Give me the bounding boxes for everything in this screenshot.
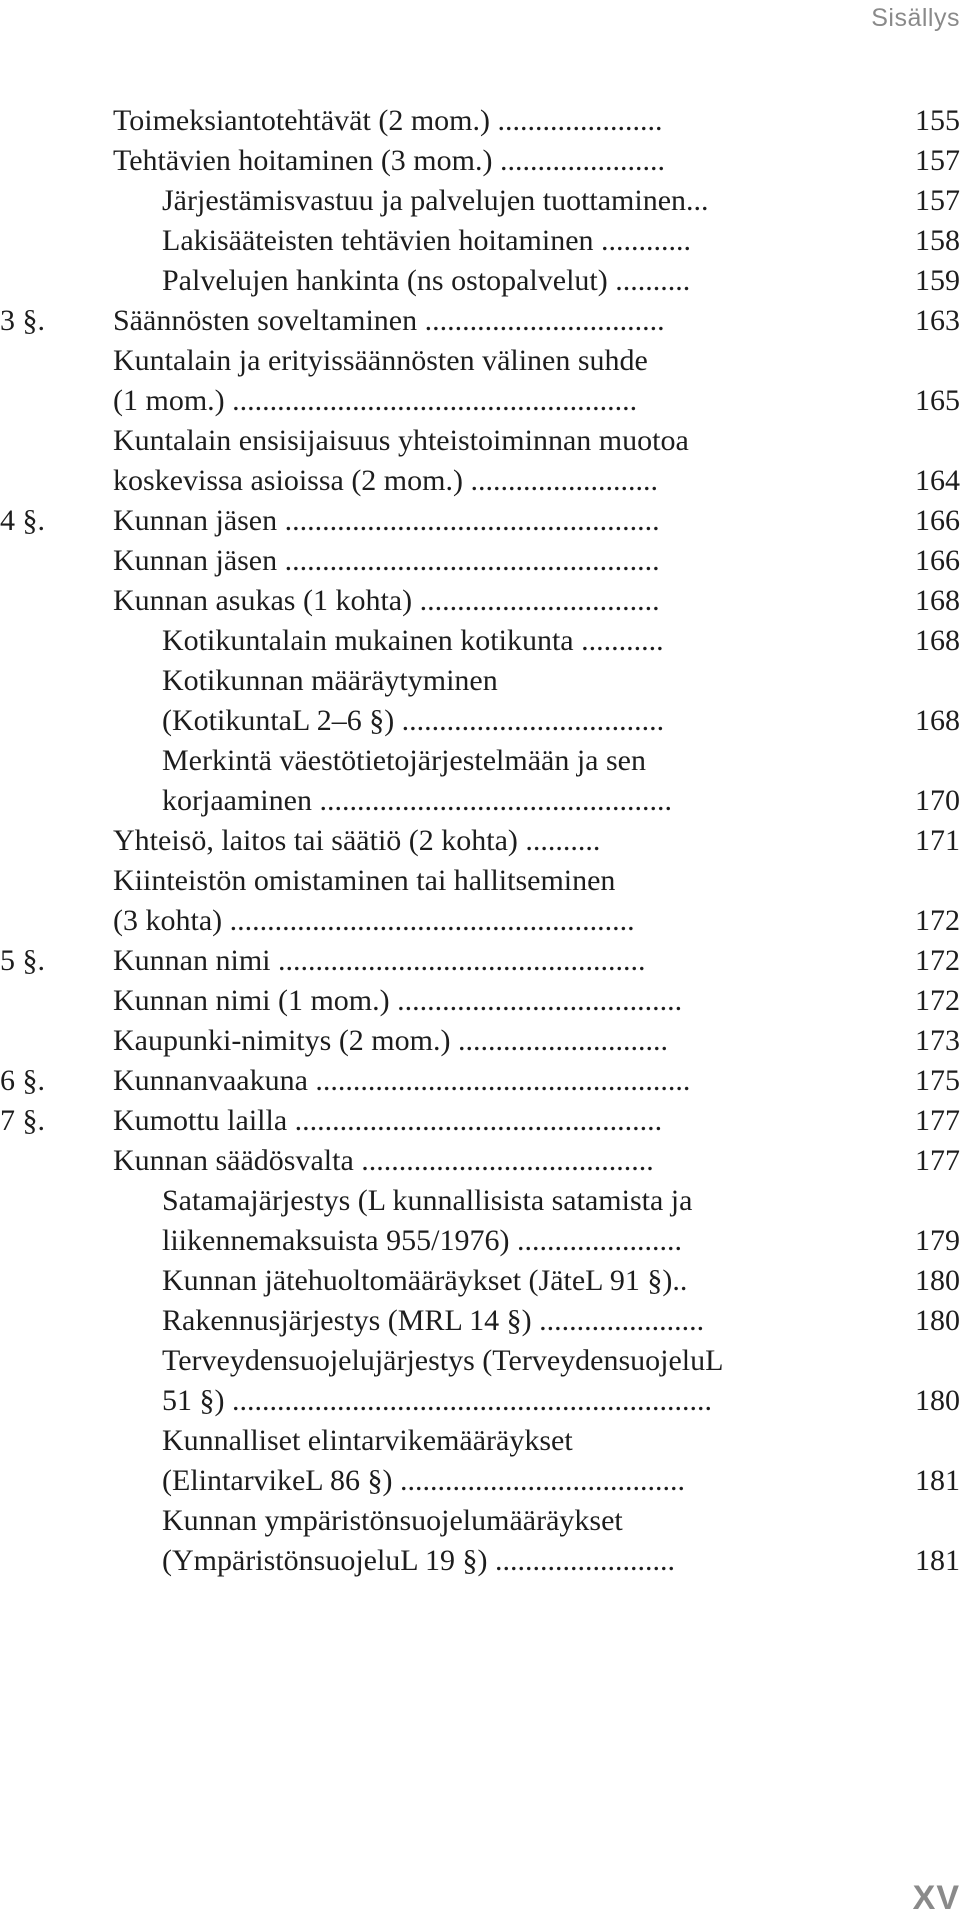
page-number: XV (912, 1879, 960, 1917)
toc-entry-title: Järjestämisvastuu ja palvelujen tuottaminen... (162, 184, 709, 217)
toc-page-number: 157 (915, 184, 960, 217)
toc-page-number: 157 (915, 144, 960, 177)
toc-entry-title: Kunnan asukas (1 kohta) ................................ (113, 584, 660, 617)
toc-entry-title: korjaaminen ............................................... (162, 784, 672, 817)
toc-line (0, 461, 960, 501)
toc-entry-title: Säännösten soveltaminen ................................ (113, 304, 665, 337)
toc-line (0, 381, 960, 421)
toc-entry-title: (YmpäristönsuojeluL 19 §) ........................ (162, 1544, 676, 1577)
toc-line (0, 1021, 960, 1061)
toc-page-number: 172 (915, 944, 960, 977)
toc-entry-title: Kunnan jäsen .................................................. (113, 504, 660, 537)
toc-page-number: 168 (915, 624, 960, 657)
toc-line (0, 421, 960, 461)
toc-line (0, 301, 960, 341)
toc-entry-title: Kunnan jäsen .................................................. (113, 544, 660, 577)
toc-entry-title: Rakennusjärjestys (MRL 14 §) ...................... (162, 1304, 705, 1337)
toc-entry-title: Kunnan nimi ................................................. (113, 944, 646, 977)
toc-page-number: 165 (915, 384, 960, 417)
toc-section-number: 7 §. (0, 1104, 45, 1137)
toc-section-number: 3 §. (0, 304, 45, 337)
toc-line (0, 501, 960, 541)
toc-line (0, 141, 960, 181)
toc-entry-title: Toimeksiantotehtävät (2 mom.) ...................... (113, 104, 663, 137)
toc-page-number: 181 (915, 1464, 960, 1497)
toc-line (0, 1381, 960, 1421)
toc-entry-title: Terveydensuojelujärjestys (TerveydensuojeluL (162, 1344, 724, 1377)
toc-line (0, 941, 960, 981)
toc-entry-title: Kotikunnan määräytyminen (162, 664, 498, 697)
toc-entry-title: Kuntalain ja erityissäännösten välinen suhde (113, 344, 648, 377)
toc-line (0, 341, 960, 381)
toc-page-number: 172 (915, 904, 960, 937)
toc-entry-title: Tehtävien hoitaminen (3 mom.) ...................... (113, 144, 665, 177)
toc-page-number: 164 (915, 464, 960, 497)
toc-line (0, 1301, 960, 1341)
toc-entry-title: Kunnanvaakuna .................................................. (113, 1064, 691, 1097)
toc-entry-title: Yhteisö, laitos tai säätiö (2 kohta) .......... (113, 824, 601, 857)
toc-entry-title: Kunnan nimi (1 mom.) ...................................... (113, 984, 683, 1017)
toc-line (0, 1221, 960, 1261)
toc-line (0, 1341, 960, 1381)
running-header: Sisällys (871, 4, 960, 32)
toc-line (0, 741, 960, 781)
toc-entry-title: koskevissa asioissa (2 mom.) ......................... (113, 464, 658, 497)
toc-line (0, 1261, 960, 1301)
toc-page-number: 180 (915, 1304, 960, 1337)
toc-line (0, 821, 960, 861)
toc-line (0, 1541, 960, 1581)
toc-line (0, 1101, 960, 1141)
toc-entry-title: (ElintarvikeL 86 §) ...................................... (162, 1464, 685, 1497)
toc-entry-title: Kaupunki-nimitys (2 mom.) ............................ (113, 1024, 668, 1057)
toc-entry-title: 51 §) ................................................................ (162, 1384, 712, 1417)
toc-line (0, 221, 960, 261)
toc-line (0, 901, 960, 941)
toc-page-number: 166 (915, 544, 960, 577)
toc-entry-title: Kunnan ympäristönsuojelumääräykset (162, 1504, 623, 1537)
toc-page-number: 155 (915, 104, 960, 137)
toc-line (0, 621, 960, 661)
toc-line (0, 781, 960, 821)
toc-line (0, 1061, 960, 1101)
toc-page-number: 168 (915, 704, 960, 737)
toc-line (0, 981, 960, 1021)
toc-entry-title: (3 kohta) ...................................................... (113, 904, 635, 937)
toc-entry-title: Kunnan säädösvalta ....................................... (113, 1144, 654, 1177)
toc-line (0, 1461, 960, 1501)
toc-entry-title: Kunnalliset elintarvikemääräykset (162, 1424, 573, 1457)
toc-page-number: 180 (915, 1264, 960, 1297)
toc-entry-title: Kumottu lailla ................................................. (113, 1104, 663, 1137)
toc-page-number: 175 (915, 1064, 960, 1097)
toc-line (0, 181, 960, 221)
toc-page-number: 173 (915, 1024, 960, 1057)
toc-entry-title: (1 mom.) ...................................................... (113, 384, 638, 417)
toc-page-number: 179 (915, 1224, 960, 1257)
toc-page-number: 166 (915, 504, 960, 537)
toc-page-number: 158 (915, 224, 960, 257)
toc-line (0, 1501, 960, 1541)
toc-section-number: 4 §. (0, 504, 45, 537)
toc-entry-title: Satamajärjestys (L kunnallisista satamista ja (162, 1184, 693, 1217)
toc-entry-title: (KotikuntaL 2–6 §) ................................... (162, 704, 665, 737)
toc-entry-title: Merkintä väestötietojärjestelmään ja sen (162, 744, 646, 777)
toc-page-number: 168 (915, 584, 960, 617)
toc-page-number: 171 (915, 824, 960, 857)
toc-line (0, 261, 960, 301)
toc-line (0, 1141, 960, 1181)
toc-page-number: 180 (915, 1384, 960, 1417)
toc-page-number: 163 (915, 304, 960, 337)
toc-line (0, 1181, 960, 1221)
toc-line (0, 541, 960, 581)
toc-entry-title: Kotikuntalain mukainen kotikunta ........... (162, 624, 664, 657)
toc-line (0, 1421, 960, 1461)
toc-page-number: 172 (915, 984, 960, 1017)
toc-entry-title: Palvelujen hankinta (ns ostopalvelut) .......... (162, 264, 691, 297)
toc-section-number: 6 §. (0, 1064, 45, 1097)
toc-line (0, 581, 960, 621)
toc-line (0, 701, 960, 741)
toc-line (0, 661, 960, 701)
toc-entry-title: Kunnan jätehuoltomääräykset (JäteL 91 §).. (162, 1264, 688, 1297)
toc-page-number: 181 (915, 1544, 960, 1577)
toc-page-number: 177 (915, 1104, 960, 1137)
toc-page-number: 177 (915, 1144, 960, 1177)
toc-entry-title: Kiinteistön omistaminen tai hallitseminen (113, 864, 616, 897)
toc-entry-title: liikennemaksuista 955/1976) ...................... (162, 1224, 682, 1257)
toc-line (0, 101, 960, 141)
toc-entry-title: Lakisääteisten tehtävien hoitaminen ............ (162, 224, 692, 257)
toc-entry-title: Kuntalain ensisijaisuus yhteistoiminnan muotoa (113, 424, 689, 457)
toc-section-number: 5 §. (0, 944, 45, 977)
toc-page-number: 159 (915, 264, 960, 297)
toc-page-number: 170 (915, 784, 960, 817)
toc-line (0, 861, 960, 901)
